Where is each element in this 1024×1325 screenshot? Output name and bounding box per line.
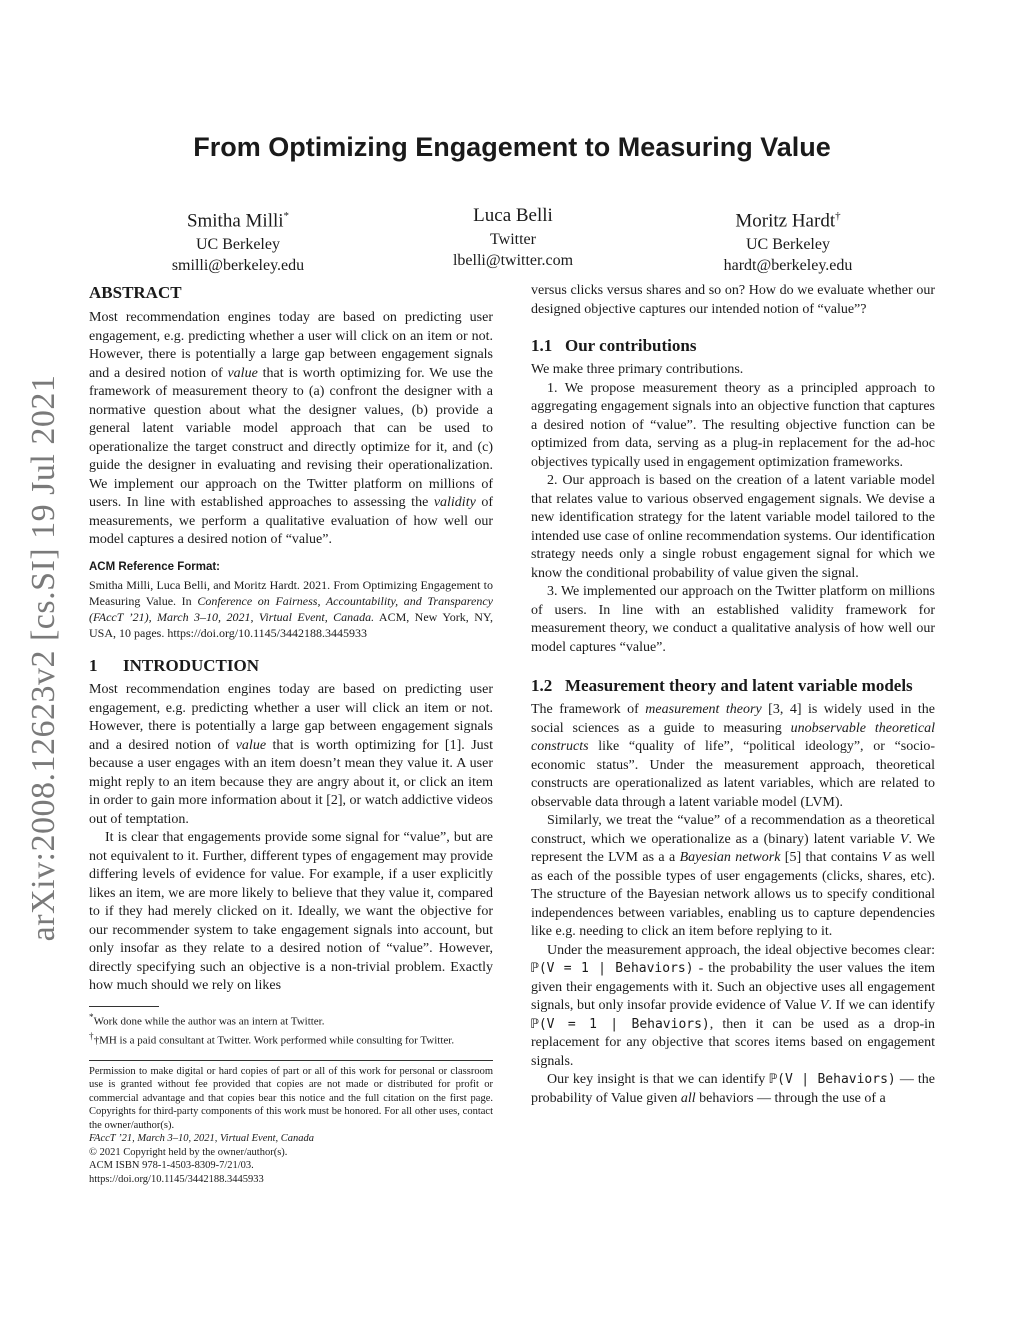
intro-heading: 1 INTRODUCTION — [89, 656, 260, 675]
abstract-heading: ABSTRACT — [89, 283, 182, 302]
contribution-item: 2. Our approach is based on the creation of a latent variable model that relates value to various observed engagement signals. We devise a new identification strategy for the latent variable model tailored to the intended use case of online recommendation systems. Our identification strategy needs only a single robust engagement signal for which we know the conditional probability of value given the signal. — [531, 473, 935, 581]
author-name: Smitha Milli — [186, 210, 284, 232]
acm-reference-text: Smitha Milli, Luca Belli, and Moritz Hardt. 2021. From Optimizing Engagement to Measuring Value. In Conference on Fairness, Accountability, and Transparency (FAccT ’21), March 3–10, 2021, Virtual Event, Canada. ACM, New York, NY, USA, 10 pages. https://doi.org/10.1145/3442188.3445933 — [89, 578, 493, 640]
footnote-rule — [89, 1006, 159, 1007]
author-mark: * — [283, 210, 290, 222]
footnote: *Work done while the author was an intern at Twitter. — [89, 1011, 325, 1028]
intro-paragraph: It is clear that engagements provide some signal for “value”, but are not equivalent to it. Further, different types of engagement may provide differing levels of evidence for value. For example, if a user explicitly likes an item, we are more likely to believe that they value it, compared to if they had merely clicked on it. Ideally, we want the objective for our recommender system to take engagement signals into account, but only insofar as they relate to a desired notion of “value”. However, directly specifying such an objective is a non-trivial problem. Exactly how much should we rely on likes — [89, 830, 493, 993]
abstract-text: Most recommendation engines today are based on predicting user engagement, e.g. predicting whether a user will click on an item or not. However, there is potentially a large gap between engagement signals and a desired notion of value that is worth optimizing for. We use the framework of measurement theory to (a) confront the designer with a normative question about what the designer values, (b) provide a general latent variable model approach that can be used to operationalize the target construct and directly optimize for it, and (c) guide the designer in evaluating and revising their operationalization. We implement our approach on the Twitter platform on millions of users. In line with established approaches to assessing the validity of measurements, we perform a qualitative evaluation of how well our model captures a desired notion of “value”. — [89, 310, 493, 547]
author-block — [108, 203, 368, 276]
measurement-paragraph: Under the measurement approach, the ideal objective becomes clear: ℙ(V = 1 | Behaviors) - the probability the user values the item given their engagements with it. Such an objective uses all engagement signals, but only insofar provide evidence of Value V. If we can identify ℙ(V = 1 | Behaviors), then it can be used as a drop-in replacement for any objective that scores items based on engagement signals. — [531, 942, 936, 1069]
permission-rule — [89, 1060, 493, 1061]
measurement-paragraph: Our key insight is that we can identify ℙ(V | Behaviors) — the probability of Value given all behaviors — through the use of a — [531, 1072, 936, 1106]
author-affiliation: UC Berkeley — [196, 236, 280, 254]
author-block — [658, 203, 918, 276]
isbn: ACM ISBN 978-1-4503-8309-7/21/03. — [89, 1160, 254, 1172]
paper-title: From Optimizing Engagement to Measuring Value — [193, 132, 831, 162]
author-email: lbelli@twitter.com — [452, 252, 574, 269]
section-heading-1-1: 1.1 Our contributions — [531, 336, 697, 355]
arxiv-stamp — [14, 374, 74, 942]
continued-text: versus clicks versus shares and so on? How do we evaluate whether our designed objective captures our intended notion of “value”? — [531, 283, 935, 317]
right-column — [531, 282, 935, 1108]
footnote: ††MH is a paid consultant at Twitter. Work performed while consulting for Twitter. — [89, 1030, 455, 1047]
contributions-intro: We make three primary contributions. — [531, 362, 744, 377]
author-affiliation: UC Berkeley — [746, 236, 830, 254]
arxiv-stamp-text: arXiv:2008.12623v2 [cs.SI] 19 Jul 2021 — [25, 374, 62, 942]
venue: FAccT ’21, March 3–10, 2021, Virtual Event, Canada — [89, 1133, 315, 1145]
section-heading-1-2: 1.2 Measurement theory and latent variable models — [531, 676, 913, 695]
copyright: © 2021 Copyright held by the owner/author(s). — [89, 1146, 288, 1158]
author-email: hardt@berkeley.edu — [723, 257, 853, 275]
author-name: Luca Belli — [473, 205, 553, 226]
measurement-paragraph: Similarly, we treat the “value” of a recommendation as a theoretical construct, which we operationalize as a (binary) latent variable V. We represent the LVM as a a Bayesian network [5] that contains V as well as each of the possible types of user engagements (clicks, shares, etc). The structure of the Bayesian network allows us to specify conditional independences between variables, enabling us to capture dependencies like e.g. needing to click an item before replying to it. — [531, 813, 936, 939]
acm-reference-heading: ACM Reference Format: — [89, 560, 220, 573]
permission-text: Permission to make digital or hard copies of part or all of this work for personal or classroom use is granted without fee provided that copies are not made or distributed for profit or commercial advantage and that copies bear this notice and the full citation on the first page. Copyrights for third-party components of this work must be honored. For all other uses, contact the owner/author(s). — [89, 1065, 493, 1131]
footnotes — [89, 1010, 493, 1048]
author-email: smilli@berkeley.edu — [171, 257, 305, 275]
contribution-item: 3. We implemented our approach on the Twitter platform on millions of users. In line with an established validity framework for measurement theory, we conduct a qualitative analysis of how well our model captures “value”. — [531, 584, 935, 655]
author-block — [383, 203, 643, 271]
intro-paragraph: Most recommendation engines today are based on predicting user engagement, e.g. predicting whether a user will click an item or not. However, there is potentially a large gap between engagement signals and a desired notion of value that is worth optimizing for [1]. Just because a user engages with an item doesn’t mean they value it. A user might reply to an item because they are angry about it, or click an item in order to gain more information about it [2], or watch addictive videos out of temptation. — [89, 682, 494, 827]
author-affiliation: Twitter — [490, 231, 536, 248]
left-column — [89, 282, 493, 1186]
permission-block — [89, 1065, 493, 1187]
author-mark: † — [835, 210, 841, 222]
measurement-paragraph: The framework of measurement theory [3, 4] is widely used in the social sciences as a guide to measuring unobservable theoretical constructs like “quality of life”, “political ideology”, or “socio-economic status”. Under the measurement approach, theoretical constructs are operationalized as latent variables, which are related to observable data through a latent variable model (LVM). — [531, 702, 936, 810]
acm-reference — [89, 560, 493, 642]
contribution-item: 1. We propose measurement theory as a principled approach to aggregating engagement signals into an objective function that captures a desired notion of “value”. The resulting objective function can be optimized from data, serving as a plug-in replacement for the ad-hoc objectives typically used in engagement optimization frameworks. — [531, 380, 935, 470]
doi: https://doi.org/10.1145/3442188.3445933 — [89, 1173, 264, 1185]
author-name: Moritz Hardt — [735, 210, 836, 232]
